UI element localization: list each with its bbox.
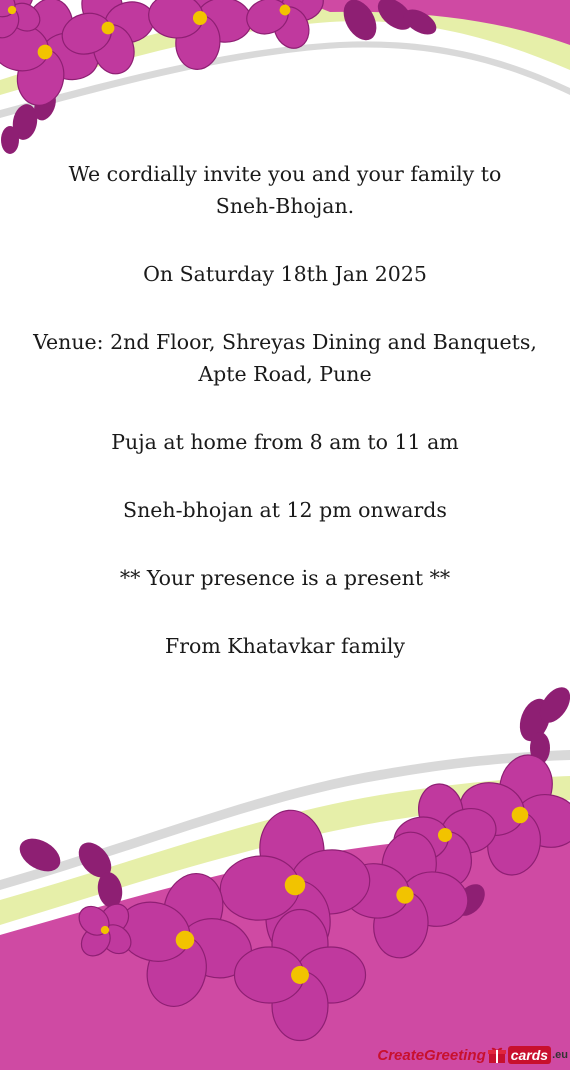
bhojan-timing: Sneh-bhojan at 12 pm onwards [123, 498, 447, 522]
invite-line: We cordially invite you and your family to [68, 162, 502, 186]
watermark-text-2: cards [508, 1046, 551, 1064]
event-date: On Saturday 18th Jan 2025 [143, 262, 427, 286]
venue-line-2: Apte Road, Pune [198, 362, 372, 386]
sender-line: From Khatavkar family [164, 634, 405, 658]
watermark-text-1: CreateGreeting [377, 1046, 486, 1064]
site-watermark[interactable] [377, 1044, 568, 1066]
watermark-text-3: .eu [552, 1049, 568, 1061]
venue-line-1: Venue: 2nd Floor, Shreyas Dining and Banquets, [33, 330, 537, 354]
gift-icon [487, 1046, 507, 1064]
invitation-message [20, 158, 550, 662]
flower-bud [1, 126, 19, 154]
presence-note: ** Your presence is a present ** [119, 566, 451, 590]
event-name: Sneh-Bhojan. [215, 194, 355, 218]
puja-timing: Puja at home from 8 am to 11 am [111, 430, 459, 454]
